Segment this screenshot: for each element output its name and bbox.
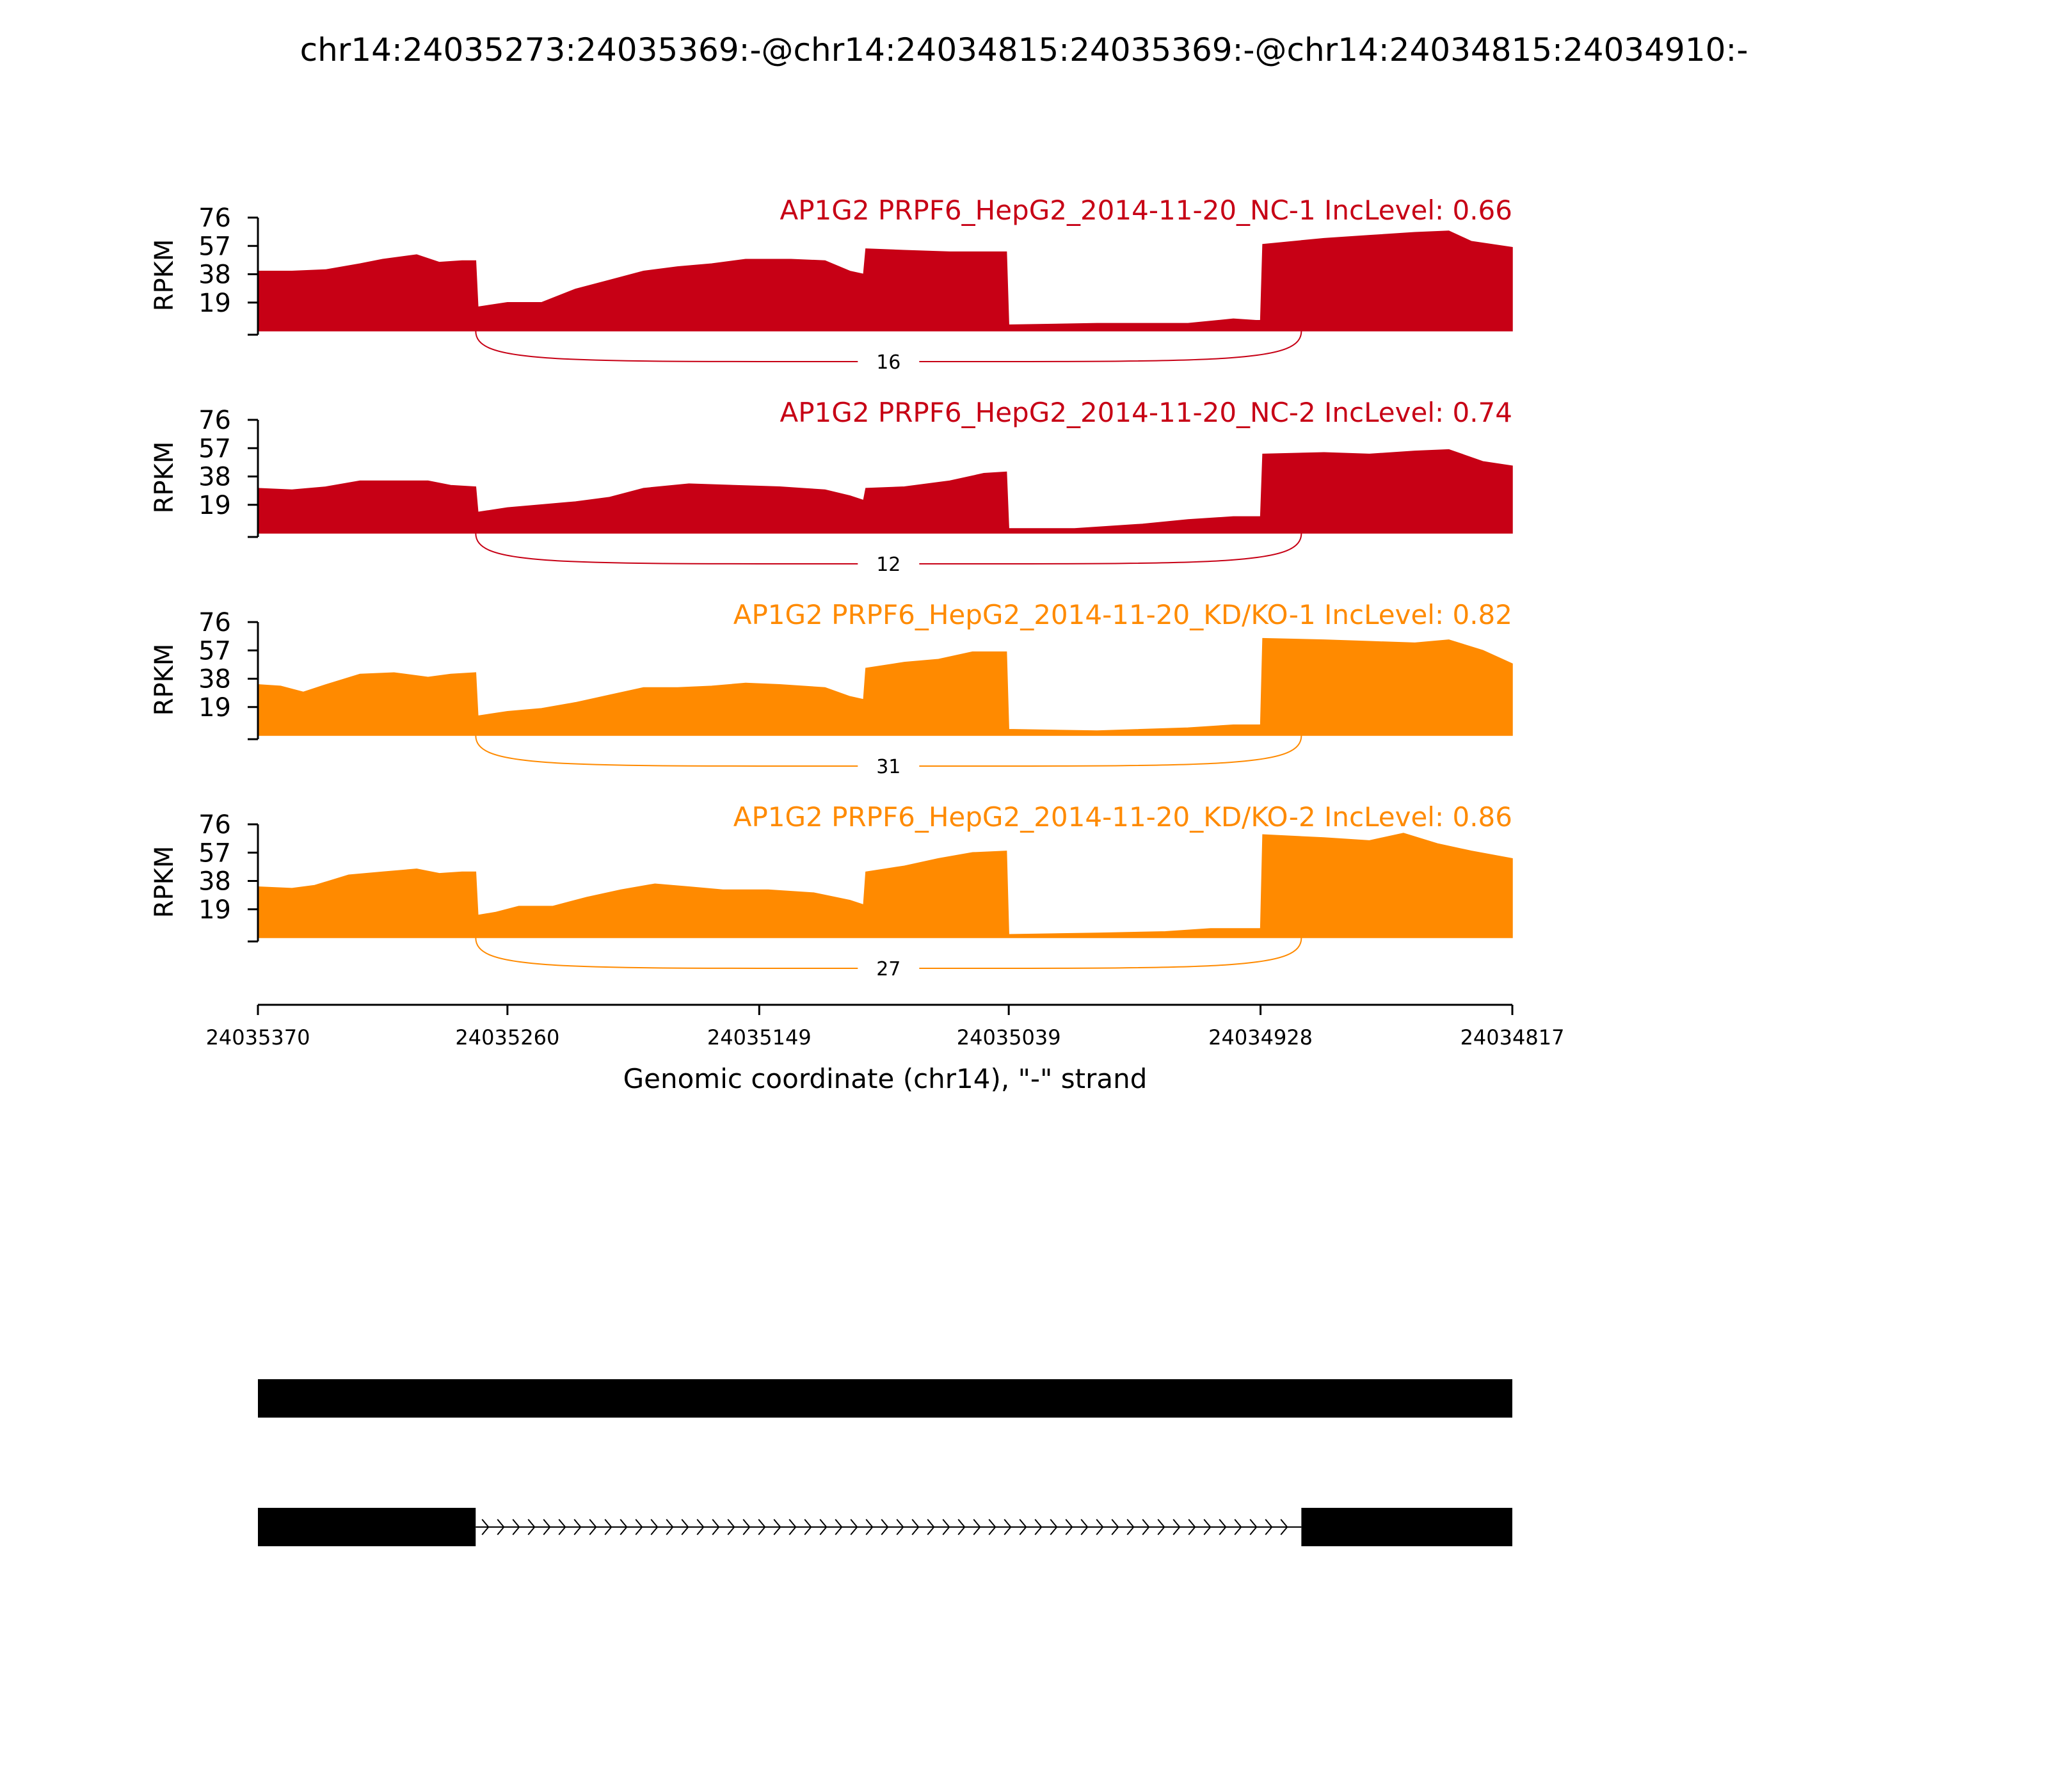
y-tick-label: 76 (198, 608, 231, 637)
y-axis-label: RPKM (150, 643, 179, 716)
y-tick-label: 19 (198, 895, 231, 925)
track-3 (150, 599, 1512, 780)
track-label: AP1G2 PRPF6_HepG2_2014-11-20_KD/KO-2 IncLevel: 0.86 (733, 801, 1512, 833)
y-axis-label: RPKM (150, 845, 179, 918)
x-tick-label: 24035370 (205, 1025, 310, 1050)
x-tick-label: 24034817 (1460, 1025, 1565, 1050)
x-tick-label: 24035039 (956, 1025, 1061, 1050)
junction-count-label: 12 (876, 554, 901, 576)
y-tick-label: 76 (198, 406, 231, 435)
y-axis-label: RPKM (150, 239, 179, 312)
x-tick-label: 24035149 (707, 1025, 812, 1050)
y-tick-label: 76 (198, 204, 231, 233)
y-tick-label: 57 (198, 636, 231, 666)
y-tick-label: 57 (198, 434, 231, 464)
y-tick-label: 76 (198, 810, 231, 840)
y-tick-label: 38 (198, 867, 231, 897)
track-label: AP1G2 PRPF6_HepG2_2014-11-20_NC-1 IncLevel: 0.66 (780, 195, 1512, 226)
track-label: AP1G2 PRPF6_HepG2_2014-11-20_KD/KO-1 IncLevel: 0.82 (733, 599, 1512, 630)
y-tick-label: 19 (198, 490, 231, 520)
exon-block (258, 1379, 1512, 1418)
x-axis-label: Genomic coordinate (chr14), "-" strand (623, 1063, 1148, 1094)
y-tick-label: 38 (198, 462, 231, 492)
track-2 (150, 397, 1512, 578)
figure-title: chr14:24035273:24035369:-@chr14:24034815:24035369:-@chr14:24034815:24034910:- (300, 31, 1748, 68)
junction-count-label: 31 (876, 756, 901, 778)
coverage-area (258, 833, 1512, 938)
x-tick-label: 24034928 (1208, 1025, 1313, 1050)
isoform-1 (258, 1379, 1512, 1418)
gene-structure (258, 1379, 1512, 1546)
y-tick-label: 38 (198, 260, 231, 290)
x-tick-label: 24035260 (455, 1025, 560, 1050)
y-tick-label: 19 (198, 692, 231, 723)
junction-count-label: 16 (876, 351, 901, 374)
coverage-area (258, 231, 1512, 331)
track-label: AP1G2 PRPF6_HepG2_2014-11-20_NC-2 IncLevel: 0.74 (780, 397, 1512, 428)
isoform-2 (258, 1508, 1512, 1546)
x-axis (206, 1005, 1565, 1094)
y-tick-label: 38 (198, 664, 231, 694)
track-4 (150, 801, 1512, 982)
y-tick-label: 57 (198, 838, 231, 868)
exon-block (1301, 1508, 1512, 1546)
y-axis-label: RPKM (150, 441, 179, 514)
track-1 (150, 195, 1512, 376)
coverage-area (258, 639, 1512, 735)
exon-block (258, 1508, 476, 1546)
coverage-area (258, 450, 1512, 533)
junction-count-label: 27 (876, 958, 901, 980)
y-tick-label: 57 (198, 232, 231, 262)
y-tick-label: 19 (198, 288, 231, 318)
